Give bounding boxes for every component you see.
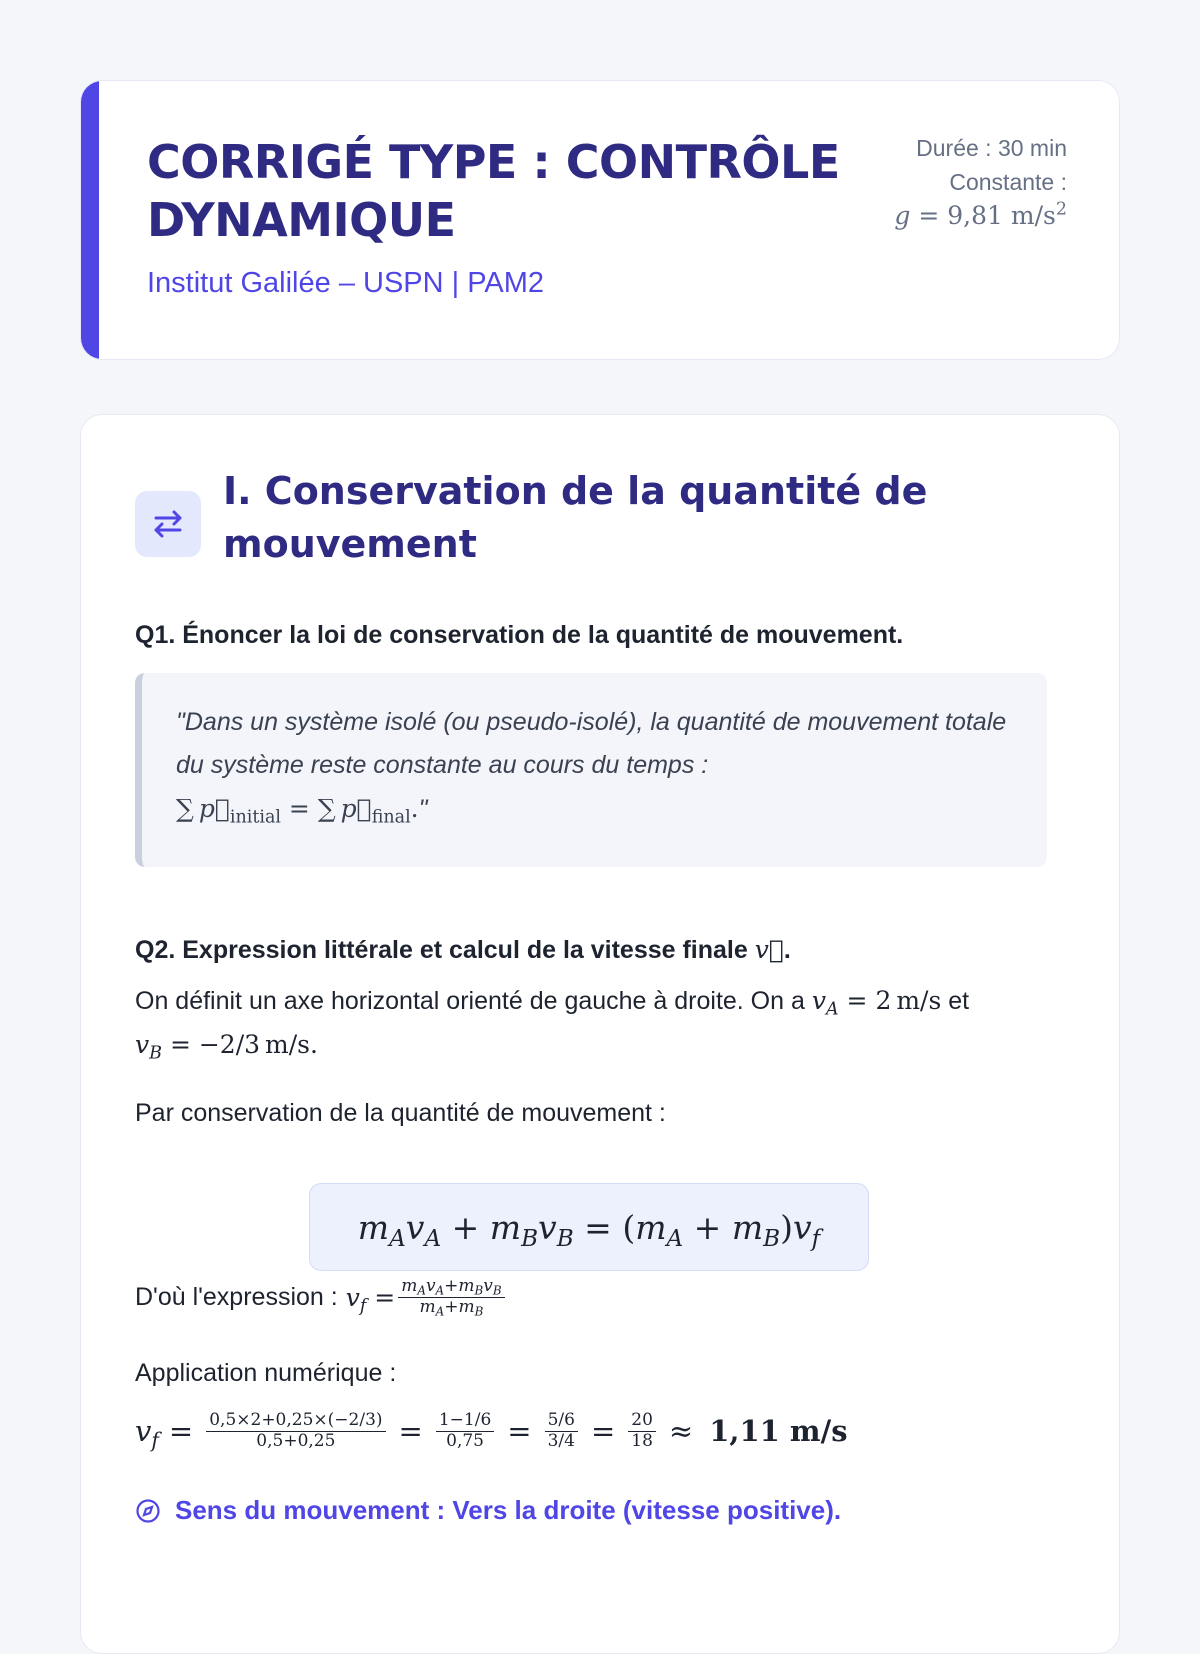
law-statement-quote [135, 673, 1047, 867]
constant-unit: m/s [1010, 201, 1056, 230]
header-accent-bar [81, 81, 99, 359]
axis-definition [135, 979, 1055, 1067]
direction-note [135, 1495, 841, 1526]
quote-formula: ∑ $p⃗_{initial}$ = ∑ $p⃗_{final}$." [176, 794, 428, 828]
calc-fraction-1: $\frac{0,5\times 2+0,25\times(-2/3)}{0,5+0,25}$ [206, 1411, 385, 1451]
duration-label: Durée : 30 min [916, 135, 1067, 161]
numerical-application: $v_f$ = $\frac{0,5\times 2+0,25\times(-2/3)}{0,5+0,25}$ = $\frac{1-1/6}{0,75}$ = $\frac{5/6}{3/4}$ = $\frac{20}{18}$ ≈ 1,11 m/s [135, 1410, 848, 1453]
exam-meta [894, 131, 1067, 233]
page-title: CORRIGÉ TYPE : CONTRÔLE DYNAMIQUE [147, 135, 840, 247]
constant-number: 9,81 [947, 201, 1003, 230]
compass-icon [135, 1498, 161, 1524]
question-2-vector: v⃗ [754, 935, 784, 964]
calc-fraction-3: $\frac{5/6}{3/4}$ [545, 1411, 578, 1451]
direction-text: Sens du mouvement : Vers la droite (vitesse positive). [175, 1495, 842, 1525]
and-word: et [948, 987, 970, 1015]
conservation-formula: $m_Av_A + m_Bv_B = (m_A + m_B)v_f$ [309, 1183, 869, 1271]
constant-exponent: 2 [1055, 199, 1067, 220]
expression-fraction: $\frac{m_Av_A+m_Bv_B}{m_A+m_B}$ [398, 1277, 504, 1317]
header-card [80, 80, 1120, 360]
velocity-a: $v_A = 2$ m/s [811, 986, 942, 1020]
final-result: 1,11 m/s [709, 1414, 848, 1449]
question-2: Q2. Expression littérale et calcul de la vitesse finale v⃗. [135, 935, 791, 964]
expression-row: D'où l'expression : $v_f$ = $\frac{m_Av_A+m_Bv_B}{m_A+m_B}$ [135, 1277, 508, 1317]
constant-label: Constante : [949, 169, 1067, 195]
calc-fraction-2: $\frac{1-1/6}{0,75}$ [436, 1411, 494, 1451]
constant-symbol: g [894, 201, 911, 230]
page-subtitle: Institut Galilée – USPN | PAM2 [147, 267, 545, 299]
question-2-label: Q2. Expression littérale et calcul de la vitesse finale [135, 936, 748, 964]
section-card [80, 414, 1120, 1654]
expression-label: D'où l'expression : [135, 1282, 338, 1311]
axis-text: On définit un axe horizontal orienté de gauche à droite. On a [135, 987, 805, 1015]
application-label: Application numérique : [135, 1359, 397, 1387]
constant-value: g = 9,81 $m/s^2$ [894, 199, 1067, 230]
swap-arrows-icon [135, 491, 201, 557]
velocity-b: $v_B = -2/3$ m/s. [135, 1030, 318, 1064]
quote-text: "Dans un système isolé (ou pseudo-isolé), la quantité de mouvement totale du système reste constante au cours du temps : [176, 708, 1007, 779]
section-title: I. Conservation de la quantité de mouvement [223, 469, 928, 566]
question-1: Q1. Énoncer la loi de conservation de la quantité de mouvement. [135, 621, 904, 649]
conservation-text: Par conservation de la quantité de mouvement : [135, 1099, 666, 1127]
calc-fraction-4: $\frac{20}{18}$ [628, 1411, 656, 1451]
